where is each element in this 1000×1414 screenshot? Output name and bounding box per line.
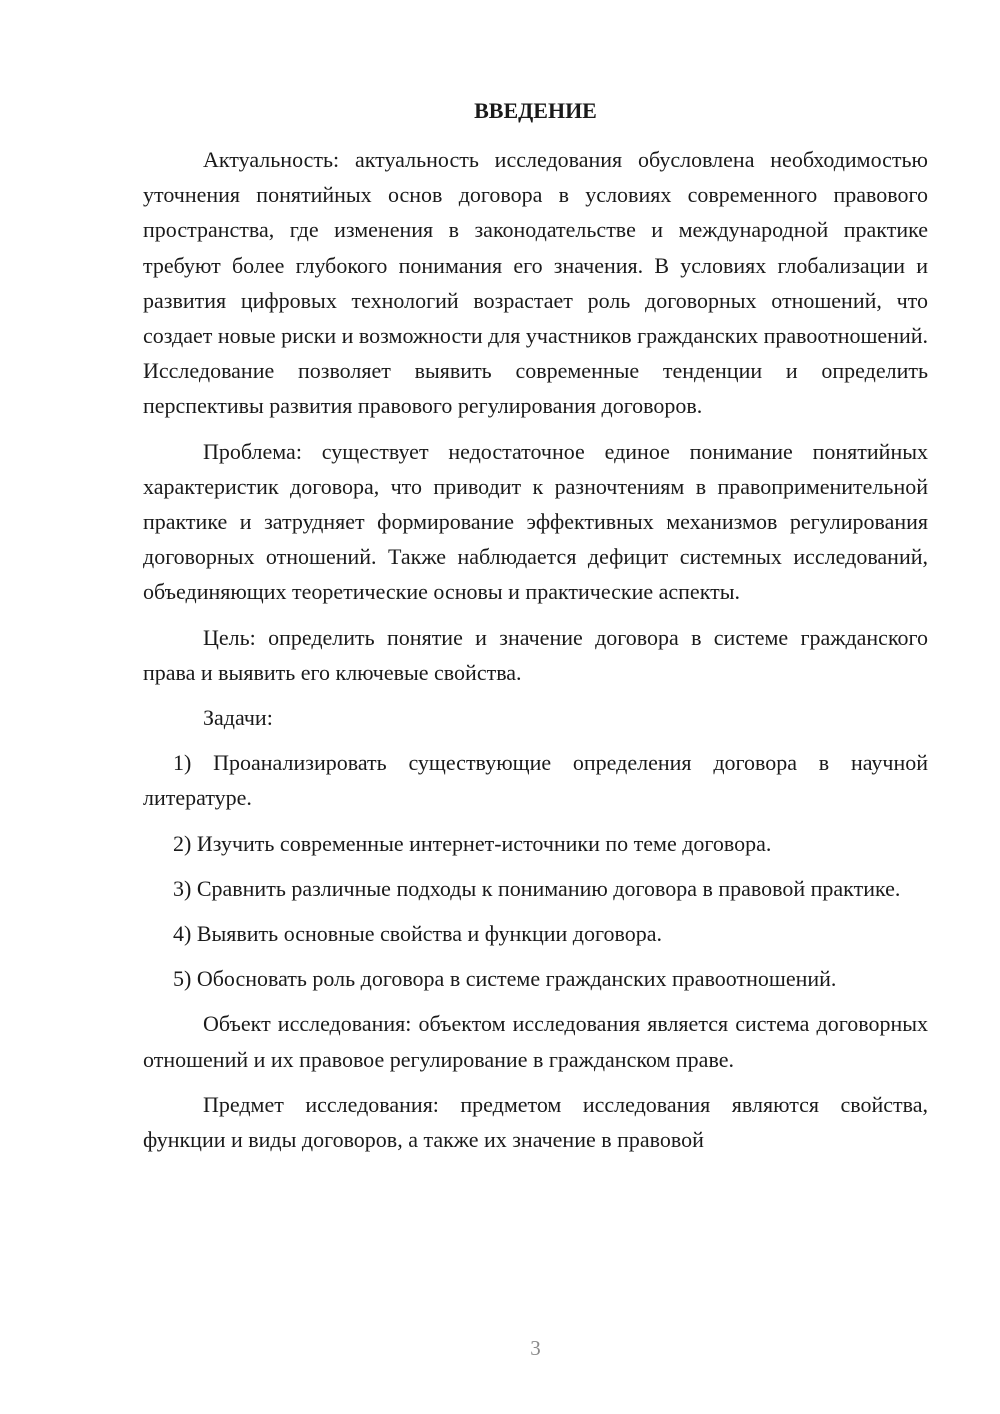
goal-paragraph: Цель: определить понятие и значение договора в системе гражданского права и выявить его ключевые свойства. xyxy=(143,624,928,685)
task-item: 3) Сравнить различные подходы к пониманию договора в правовой практике. xyxy=(173,875,901,901)
task-item: 5) Обосновать роль договора в системе гражданских правоотношений. xyxy=(173,966,837,992)
tasks-heading: Задачи: xyxy=(203,705,273,731)
task-item: 4) Выявить основные свойства и функции договора. xyxy=(173,921,662,947)
relevance-paragraph: Актуальность: актуальность исследования обусловлена необходимостью уточнения понятийных основ договора в условиях современного правового пространства, где изменения в законодательстве и международной практике требуют более глубокого понимания его значения. В условиях глобализации и развития цифровых технологий возрастает роль договорных отношений, что создает новые риски и возможности для участников гражданских правоотношений. Исследование позволяет выявить современные тенденции и определить перспективы развития правового регулирования договоров. xyxy=(143,147,928,419)
task-item: 2) Изучить современные интернет-источники по теме договора. xyxy=(173,830,772,856)
document-page xyxy=(143,0,928,1414)
problem-paragraph: Проблема: существует недостаточное единое понимание понятийных характеристик договора, что приводит к разночтениям в правоприменительной практике и затрудняет формирование эффективных механизмов регулирования договорных отношений. Также наблюдается дефицит системных исследований, объединяющих теоретические основы и практические аспекты. xyxy=(143,438,928,605)
document-body xyxy=(143,142,928,1167)
object-paragraph: Объект исследования: объектом исследования является система договорных отношений и их правовое регулирование в гражданском праве. xyxy=(143,1011,928,1072)
subject-paragraph: Предмет исследования: предметом исследования являются свойства, функции и виды договоров, а также их значение в правовой xyxy=(143,1091,928,1153)
page-number: 3 xyxy=(530,1336,541,1360)
section-title: ВВЕДЕНИЕ xyxy=(474,98,597,123)
task-item: 1) Проанализировать существующие определения договора в научной литературе. xyxy=(143,750,928,811)
